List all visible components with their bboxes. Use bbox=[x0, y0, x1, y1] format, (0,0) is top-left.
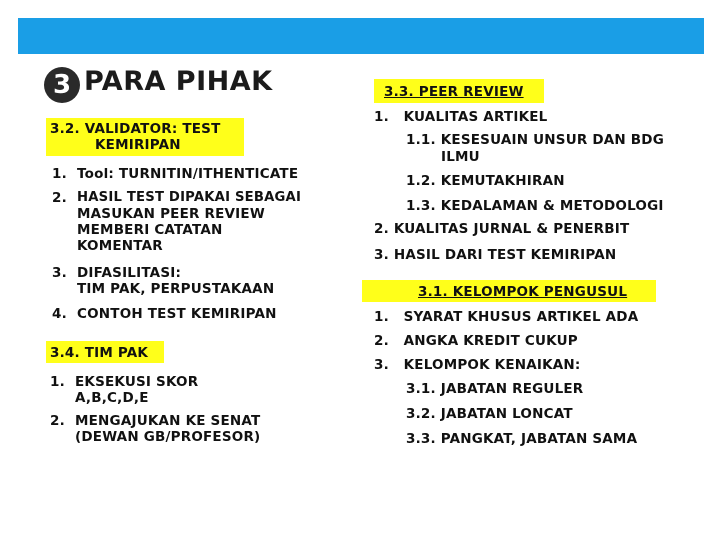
peer-item-1-1: 1.1. KESESUAIN UNSUR DAN BDG bbox=[406, 132, 664, 148]
validator-item-2-line4: KOMENTAR bbox=[77, 238, 163, 254]
timpak-heading: 3.4. TIM PAK bbox=[50, 345, 149, 361]
validator-heading-line1: 3.2. VALIDATOR: TEST bbox=[50, 121, 221, 137]
group-item-3: 3. KELOMPOK KENAIKAN: bbox=[374, 357, 581, 373]
validator-item-2-line2: MASUKAN PEER REVIEW bbox=[77, 206, 265, 222]
slide-title: PARA PIHAK bbox=[84, 66, 273, 97]
validator-item-4-text: CONTOH TEST KEMIRIPAN bbox=[77, 306, 277, 322]
peer-item-1-2: 1.2. KEMUTAKHIRAN bbox=[406, 173, 565, 189]
peer-item-3: 3. HASIL DARI TEST KEMIRIPAN bbox=[374, 247, 617, 263]
peer-item-2: 2. KUALITAS JURNAL & PENERBIT bbox=[374, 221, 630, 237]
validator-heading-line2: KEMIRIPAN bbox=[95, 137, 181, 153]
timpak-item-2-num: 2. bbox=[50, 413, 65, 429]
validator-item-4-num: 4. bbox=[52, 306, 67, 322]
group-item-2: 2. ANGKA KREDIT CUKUP bbox=[374, 333, 578, 349]
peer-review-heading: 3.3. PEER REVIEW bbox=[384, 84, 524, 100]
validator-item-3-num: 3. bbox=[52, 265, 67, 281]
peer-item-1-3: 1.3. KEDALAMAN & METODOLOGI bbox=[406, 198, 664, 214]
timpak-item-2-line1: MENGAJUKAN KE SENAT bbox=[75, 413, 261, 429]
validator-item-2-num: 2. bbox=[52, 190, 67, 206]
group-item-1: 1. SYARAT KHUSUS ARTIKEL ADA bbox=[374, 309, 639, 325]
validator-item-3-line2: TIM PAK, PERPUSTAKAAN bbox=[77, 281, 275, 297]
timpak-item-1-line2: A,B,C,D,E bbox=[75, 390, 149, 406]
timpak-item-1-line1: EKSEKUSI SKOR bbox=[75, 374, 199, 390]
group-item-3-1: 3.1. JABATAN REGULER bbox=[406, 381, 584, 397]
timpak-item-1-num: 1. bbox=[50, 374, 65, 390]
timpak-item-2-line2: (DEWAN GB/PROFESOR) bbox=[75, 429, 261, 445]
validator-item-3-line1: DIFASILITASI: bbox=[77, 265, 182, 281]
group-item-3-2: 3.2. JABATAN LONCAT bbox=[406, 406, 573, 422]
validator-item-1-text: Tool: TURNITIN/ITHENTICATE bbox=[77, 166, 299, 182]
group-item-3-3: 3.3. PANGKAT, JABATAN SAMA bbox=[406, 431, 638, 447]
validator-item-1-num: 1. bbox=[52, 166, 67, 182]
peer-item-1: 1. KUALITAS ARTIKEL bbox=[374, 109, 548, 125]
validator-item-2-line1: HASIL TEST DIPAKAI SEBAGAI bbox=[77, 190, 302, 205]
validator-item-2-line3: MEMBERI CATATAN bbox=[77, 222, 223, 238]
group-heading: 3.1. KELOMPOK PENGUSUL bbox=[418, 284, 628, 300]
peer-item-1-1-cont: ILMU bbox=[441, 149, 480, 165]
section-number-badge: 3 bbox=[44, 67, 80, 103]
top-banner bbox=[18, 18, 704, 54]
